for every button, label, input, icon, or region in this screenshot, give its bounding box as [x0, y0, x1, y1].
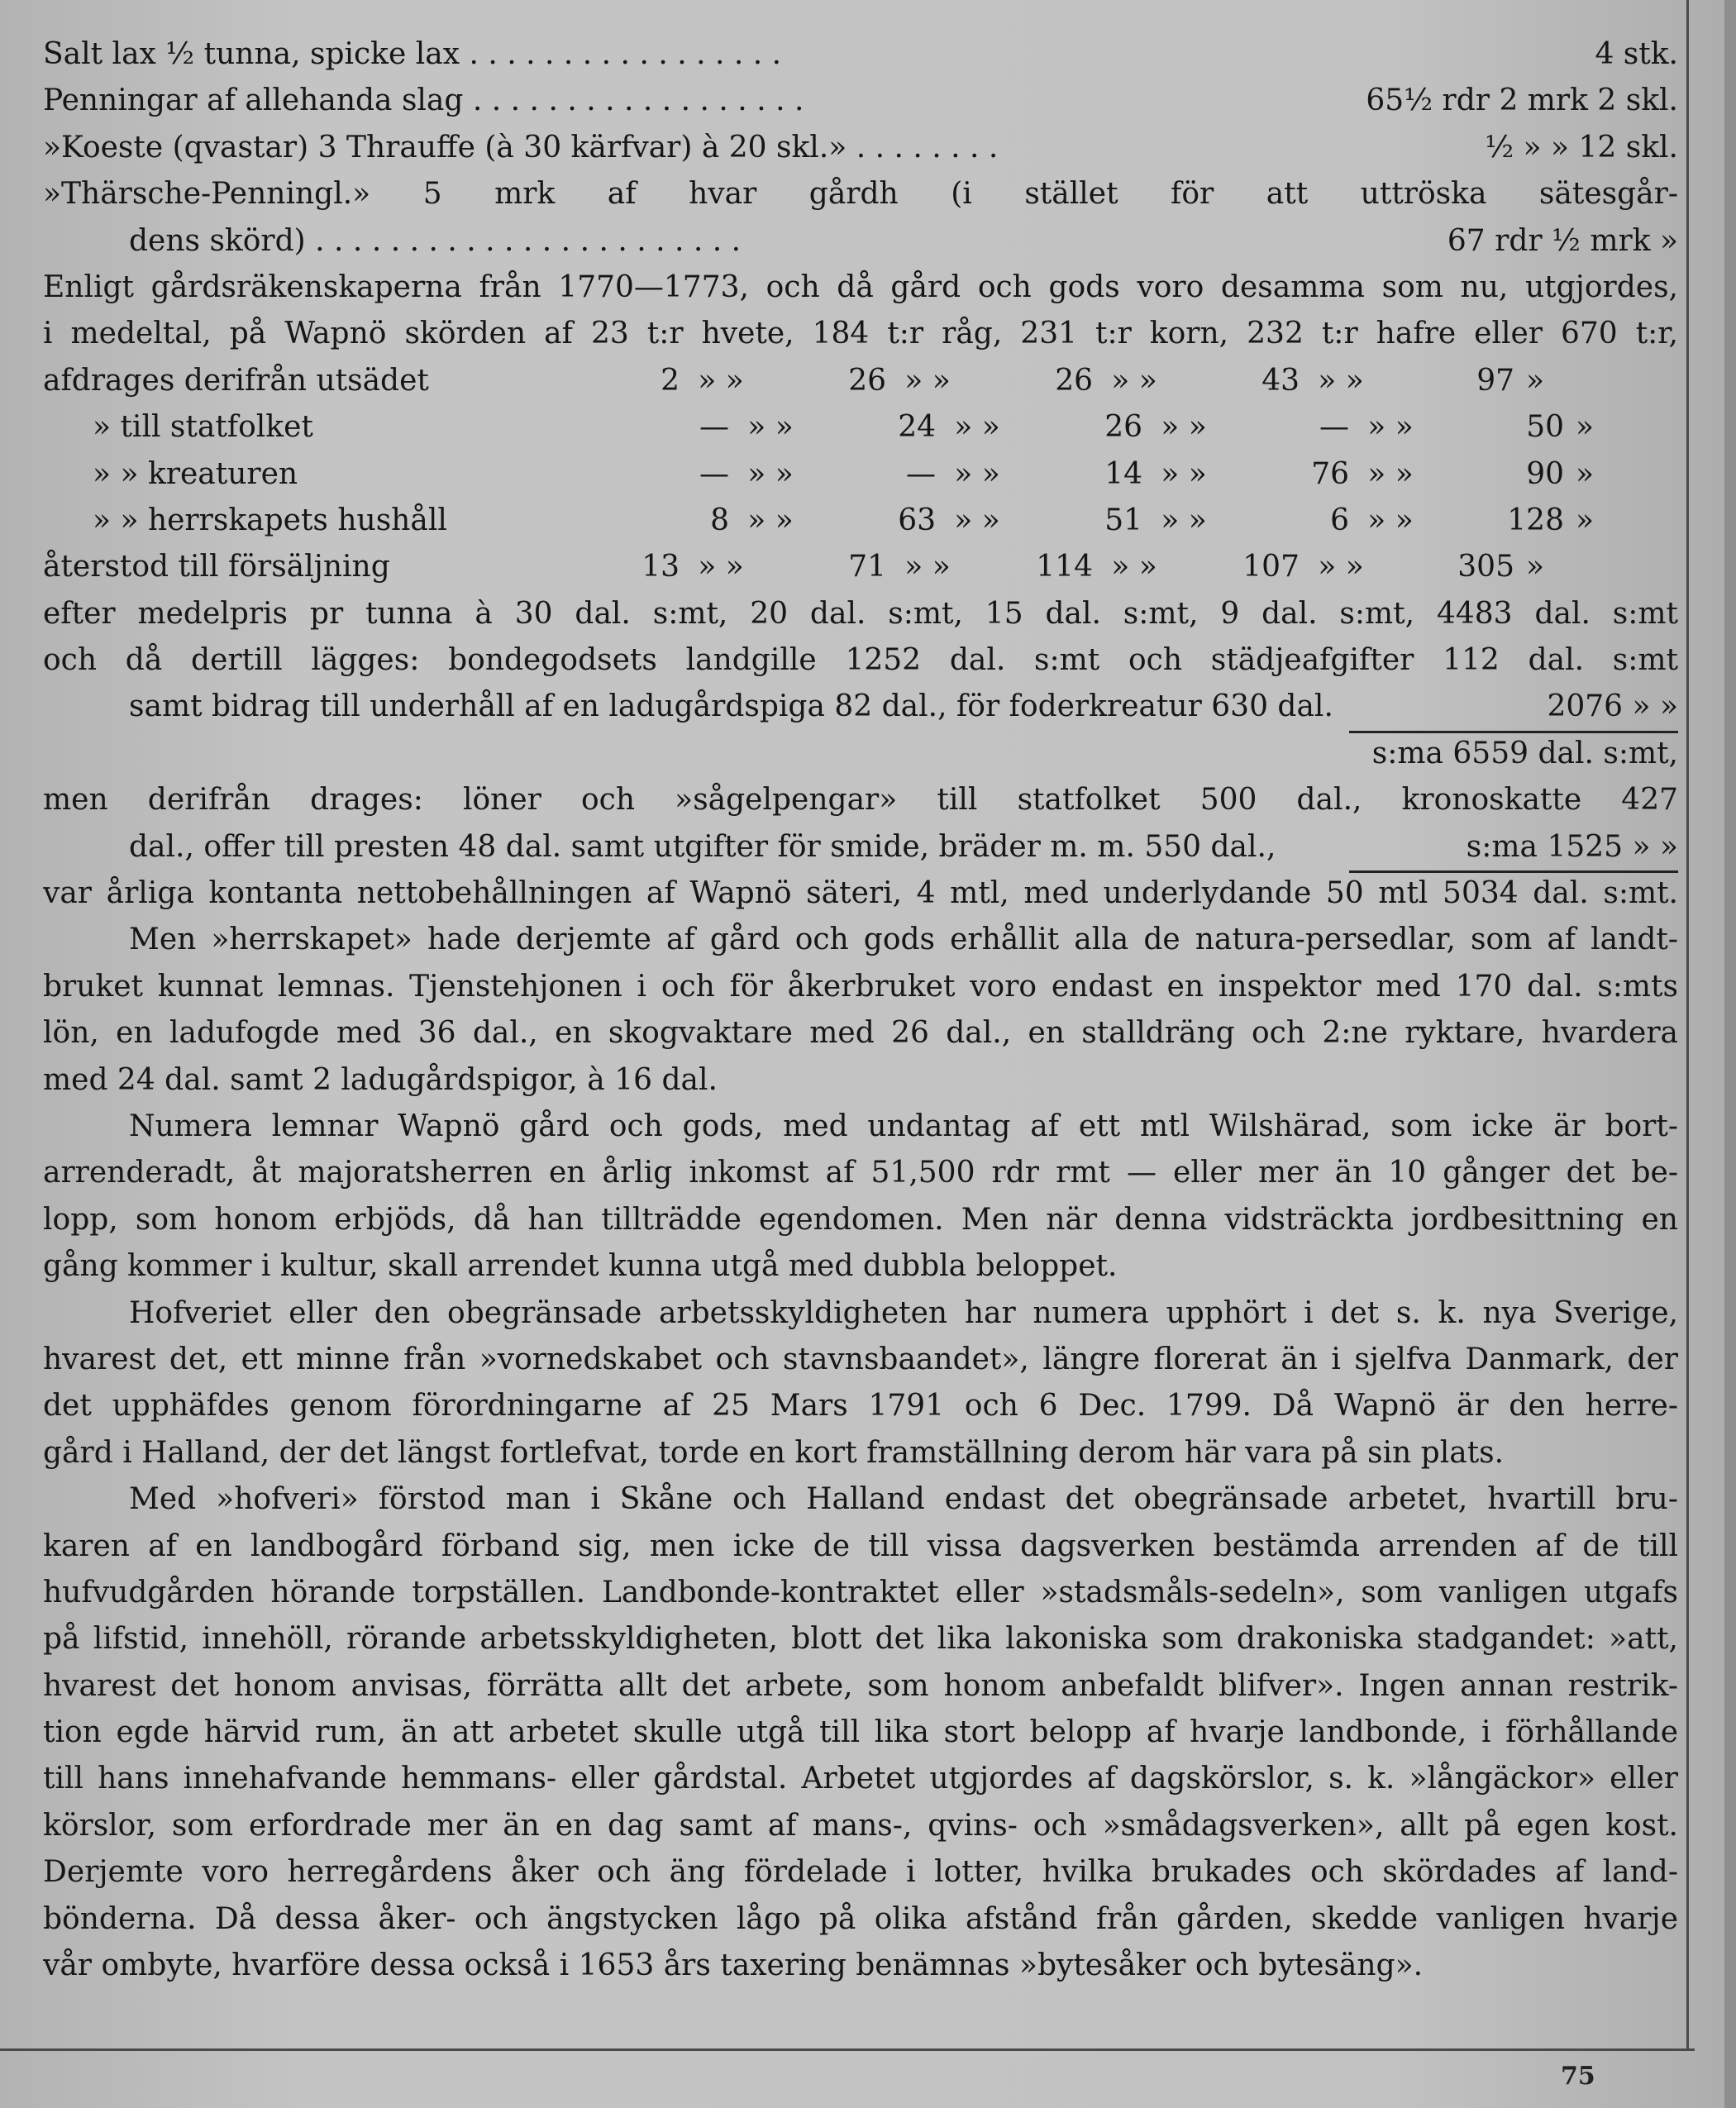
enum-line-text: dens skörd) . . . . . . . . . . . . . . . . . . . . . . . [129, 223, 742, 258]
page-edge-shadow [1724, 0, 1736, 2108]
drages-line: men derifrån drages: löner och »sågelpengar» till statfolket 500 dal., kronoskatte 427 [43, 783, 1678, 818]
ditto-mark: » » [1318, 363, 1364, 398]
enum-line-text: »Koeste (qvastar) 3 Thrauffe (à 30 kärfvar) à 20 skl.» . . . . . . . . [43, 130, 999, 165]
enum-line [43, 78, 1678, 124]
row-label: återstod till försäljning [43, 550, 390, 584]
paragraph-line: det upphäfdes genom förordningarne af 25 Mars 1791 och 6 Dec. 1799. Då Wapnö är den herre- [43, 1389, 1678, 1424]
enum-line-amount: ½ » » 12 skl. [1485, 130, 1678, 165]
paragraph-line: hvarest det honom anvisas, förrätta allt det arbete, som honom anbefaldt blifver». Ingen annan restrik- [43, 1668, 1678, 1703]
paragraph-line: körslor, som erfordrade mer än en dag samt af mans-, qvins- och »smådagsverken», allt på egen kost. [43, 1808, 1678, 1843]
ditto-mark: » » [1111, 550, 1157, 584]
paragraph-line: Derjemte voro herregårdens åker och äng fördelade i lotter, hvilka brukades och skördades af land- [43, 1855, 1678, 1890]
ditto-mark: » » [954, 503, 1000, 537]
cell-hvete: 13 [641, 550, 680, 584]
cell-total: 97 [1476, 363, 1514, 398]
ditto-mark: » » [954, 456, 1000, 491]
sum-rule [1349, 870, 1678, 873]
ditto-mark: » [1525, 363, 1545, 398]
cell-rag: — [906, 456, 936, 491]
bidrag-amount: 2076 » » [1547, 689, 1678, 724]
cell-rag: 63 [898, 503, 936, 537]
paragraph-line: gård i Halland, der det längst fortlefvat, torde en kort framställning derom här vara på sin plats. [43, 1435, 1505, 1470]
paragraph-line: Hofveriet eller den obegränsade arbetsskyldigheten har numera upphört i det s. k. nya Sverige, [129, 1295, 1678, 1330]
paragraph-line: Men »herrskapet» hade derjemte af gård och gods erhållit alla de natura-persedlar, som af landt- [129, 923, 1678, 957]
paragraph-line: bruket kunnat lemnas. Tjenstehjonen i och för åkerbruket voro endast en inspektor med 170 dal. s:mts [43, 969, 1678, 1004]
enum-line [43, 171, 1678, 217]
ditto-mark: » [1525, 550, 1545, 584]
ditto-mark: » [1575, 456, 1595, 491]
enum-line-text: Salt lax ½ tunna, spicke lax . . . . . . . . . . . . . . . . . [43, 37, 782, 71]
paragraph-line: arrenderadt, åt majoratsherren en årlig inkomst af 51,500 rdr rmt — eller mer än 10 gånger det be- [43, 1156, 1678, 1190]
paragraph-line: lön, en ladufogde med 36 dal., en skogvaktare med 26 dal., en stalldräng och 2:ne ryktare, hvardera [43, 1016, 1678, 1051]
bidrag-text: samt bidrag till underhåll af en ladugårdspiga 82 dal., för foderkreatur 630 dal. [129, 689, 1333, 724]
drages-sum: s:ma 1525 » » [1466, 829, 1678, 864]
ditto-mark: » » [747, 456, 794, 491]
ditto-mark: » » [904, 363, 951, 398]
cell-hafre: 43 [1261, 363, 1300, 398]
table-row [43, 544, 1678, 590]
page-text [43, 31, 1678, 1989]
ditto-mark: » » [1161, 503, 1207, 537]
drages-text: dal., offer till presten 48 dal. samt utgifter för smide, bräder m. m. 550 dal., [129, 829, 1276, 864]
cell-korn: 26 [1055, 363, 1093, 398]
ditto-mark: » » [1161, 410, 1207, 445]
text-line: i medeltal, på Wapnö skörden af 23 t:r hvete, 184 t:r råg, 231 t:r korn, 232 t:r hafre eller 670 t:r, [43, 317, 1678, 351]
ditto-mark: » [1575, 503, 1595, 537]
row-label: » » kreaturen [93, 456, 298, 491]
enum-line-amount: 4 stk. [1595, 37, 1678, 71]
text-line: Enligt gårdsräkenskaperna från 1770—1773, och då gård och gods voro desamma som nu, utgjordes, [43, 269, 1678, 304]
table-row [43, 498, 1678, 544]
cell-hafre: 76 [1311, 456, 1349, 491]
cell-hafre: 6 [1330, 503, 1349, 537]
table-row [43, 358, 1678, 404]
paragraph-line: karen af en landbogård förband sig, men icke de till vissa dagsverken bestämda arrenden af de till [43, 1529, 1678, 1563]
drages-line [43, 824, 1678, 870]
enum-line-text: »Thärsche-Penningl.» 5 mrk af hvar gårdh (i stället för att uttröska sätesgår- [43, 177, 1678, 212]
paragraph-line: på lifstid, innehöll, rörande arbetsskyldigheten, blott det lika lakoniska som drakoniska stadgandet: »att, [43, 1622, 1678, 1657]
ditto-mark: » » [954, 410, 1000, 445]
add-line: och då dertill lägges: bondegodsets landgille 1252 dal. s:mt och städjeafgifter 112 dal. s:mt [43, 643, 1678, 678]
ditto-mark: » » [1367, 410, 1414, 445]
enum-line-amount: 65½ rdr 2 mrk 2 skl. [1366, 83, 1678, 118]
cell-rag: 24 [898, 410, 936, 445]
enum-line-text: Penningar af allehanda slag . . . . . . . . . . . . . . . . . . [43, 83, 804, 118]
cell-korn: 26 [1104, 410, 1142, 445]
paragraph-line: tion egde härvid rum, än att arbetet skulle utgå till lika stort belopp af hvarje landbonde, i förhållande [43, 1715, 1678, 1750]
cell-korn: 14 [1104, 456, 1142, 491]
paragraph-line: till hans innehafvande hemmans- eller gårdstal. Arbetet utgjordes af dagskörslor, s. k. »långäckor» eller [43, 1762, 1678, 1796]
table-row [43, 404, 1678, 451]
paragraph-line: Med »hofveri» förstod man i Skåne och Halland endast det obegränsade arbetet, hvartill bru- [129, 1482, 1678, 1517]
ditto-mark: » » [698, 550, 744, 584]
cell-korn: 51 [1104, 503, 1142, 537]
ditto-mark: » [1575, 410, 1595, 445]
cell-korn: 114 [1036, 550, 1093, 584]
cell-hvete: — [699, 410, 729, 445]
ditto-mark: » » [1318, 550, 1364, 584]
paragraph-line: hvarest det, ett minne från »vornedskabet och stavnsbaandet», längre florerat än i sjelfva Danmark, der [43, 1342, 1678, 1376]
enum-line [43, 31, 1678, 78]
cell-total: 128 [1507, 503, 1564, 537]
cell-total: 305 [1457, 550, 1514, 584]
enum-line-amount: 67 rdr ½ mrk » [1447, 223, 1678, 258]
row-label: » till statfolket [93, 410, 313, 445]
netto-line [43, 870, 1678, 917]
page-number: 75 [1561, 2062, 1595, 2091]
cell-total: 50 [1526, 410, 1564, 445]
ditto-mark: » » [1367, 503, 1414, 537]
ditto-mark: » » [747, 410, 794, 445]
paragraph-line: gång kommer i kultur, skall arrendet kunna utgå med dubbla beloppet. [43, 1249, 1118, 1284]
ditto-mark: » » [1367, 456, 1414, 491]
enum-line [43, 125, 1678, 171]
ditto-mark: » » [698, 363, 744, 398]
sum-value: s:ma 6559 dal. s:mt, [1371, 736, 1678, 770]
page-border-right [1686, 0, 1689, 2050]
price-line: efter medelpris pr tunna à 30 dal. s:mt, 20 dal. s:mt, 15 dal. s:mt, 9 dal. s:mt, 4483 dal. s:mt [43, 596, 1678, 631]
ditto-mark: » » [1161, 456, 1207, 491]
enum-line [43, 218, 1678, 265]
paragraph-line: bönderna. Då dessa åker- och ängstycken lågo på olika afstånd från gården, skedde vanligen hvarje [43, 1901, 1678, 1936]
ditto-mark: » » [747, 503, 794, 537]
table-row [43, 451, 1678, 498]
paragraph-line: Numera lemnar Wapnö gård och gods, med undantag af ett mtl Wilshärad, som icke är bort- [129, 1109, 1678, 1143]
ditto-mark: » » [1111, 363, 1157, 398]
row-label: afdrages derifrån utsädet [43, 363, 429, 398]
cell-hafre: — [1319, 410, 1349, 445]
paragraph-line: med 24 dal. samt 2 ladugårdspigor, à 16 dal. [43, 1062, 718, 1097]
ditto-mark: » » [904, 550, 951, 584]
cell-rag: 71 [848, 550, 886, 584]
cell-hvete: — [699, 456, 729, 491]
cell-hafre: 107 [1242, 550, 1300, 584]
paragraph-line: lopp, som honom erbjöds, då han tillträdde egendomen. Men när denna vidsträckta jordbesittning en [43, 1202, 1678, 1237]
bidrag-line [43, 684, 1678, 730]
cell-hvete: 2 [661, 363, 680, 398]
cell-hvete: 8 [710, 503, 729, 537]
cell-total: 90 [1526, 456, 1564, 491]
row-label: » » herrskapets hushåll [93, 503, 447, 537]
page-border-bottom [0, 2048, 1695, 2051]
netto-text: var årliga kontanta nettobehållningen af Wapnö säteri, 4 mtl, med underlydande 50 mtl 5034 dal. s:mt. [43, 876, 1678, 911]
paragraph-line: vår ombyte, hvarföre dessa också i 1653 års taxering benämnas »bytesåker och bytesäng». [43, 1948, 1424, 1983]
paragraph-line: hufvudgården hörande torpställen. Landbonde-kontraktet eller »stadsmåls-sedeln», som vanligen utgafs [43, 1575, 1678, 1610]
cell-rag: 26 [848, 363, 886, 398]
sum-line [43, 731, 1678, 777]
